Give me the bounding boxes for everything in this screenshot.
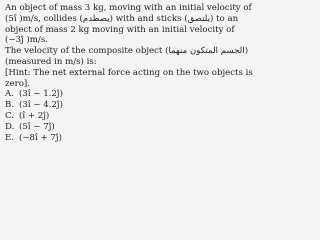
option-letter: A. — [5, 89, 14, 100]
question-line-5: The velocity of the composite object (الجسم المتكون منهما) — [5, 46, 249, 57]
option-letter: B. — [5, 100, 15, 111]
answer-options — [5, 89, 196, 143]
option-b[interactable] — [5, 100, 196, 111]
option-text: (î + 2ĵ) — [19, 110, 50, 121]
option-a[interactable] — [5, 89, 196, 100]
option-d[interactable] — [5, 122, 196, 133]
option-c[interactable] — [5, 111, 196, 122]
question-card — [0, 0, 253, 145]
option-text: (3î − 4.2ĵ) — [19, 100, 63, 111]
option-text: (5î − 7ĵ) — [19, 121, 55, 132]
question-line-6: (measured in m/s) is: — [5, 56, 97, 67]
option-letter: C. — [5, 110, 15, 121]
option-text: (3î − 1.2ĵ) — [19, 89, 63, 100]
hint-line-1: [Hint: The net external force acting on the two objects is — [5, 67, 253, 78]
hint-line-2: zero]. — [5, 78, 30, 89]
option-e[interactable] — [5, 133, 196, 144]
option-text: (−8î + 7ĵ) — [19, 132, 62, 143]
option-letter: D. — [5, 121, 15, 132]
question-line-4: (−3ĵ )m/s. — [5, 35, 48, 46]
question-line-2: (5î )m/s, collides (يصطدم) with and sticks (يلتصق) to an — [5, 13, 239, 24]
option-letter: E. — [5, 132, 15, 143]
question-line-1: An object of mass 3 kg, moving with an initial velocity of — [5, 3, 252, 13]
question-line-3: object of mass 2 kg moving with an initial velocity of — [5, 24, 235, 35]
